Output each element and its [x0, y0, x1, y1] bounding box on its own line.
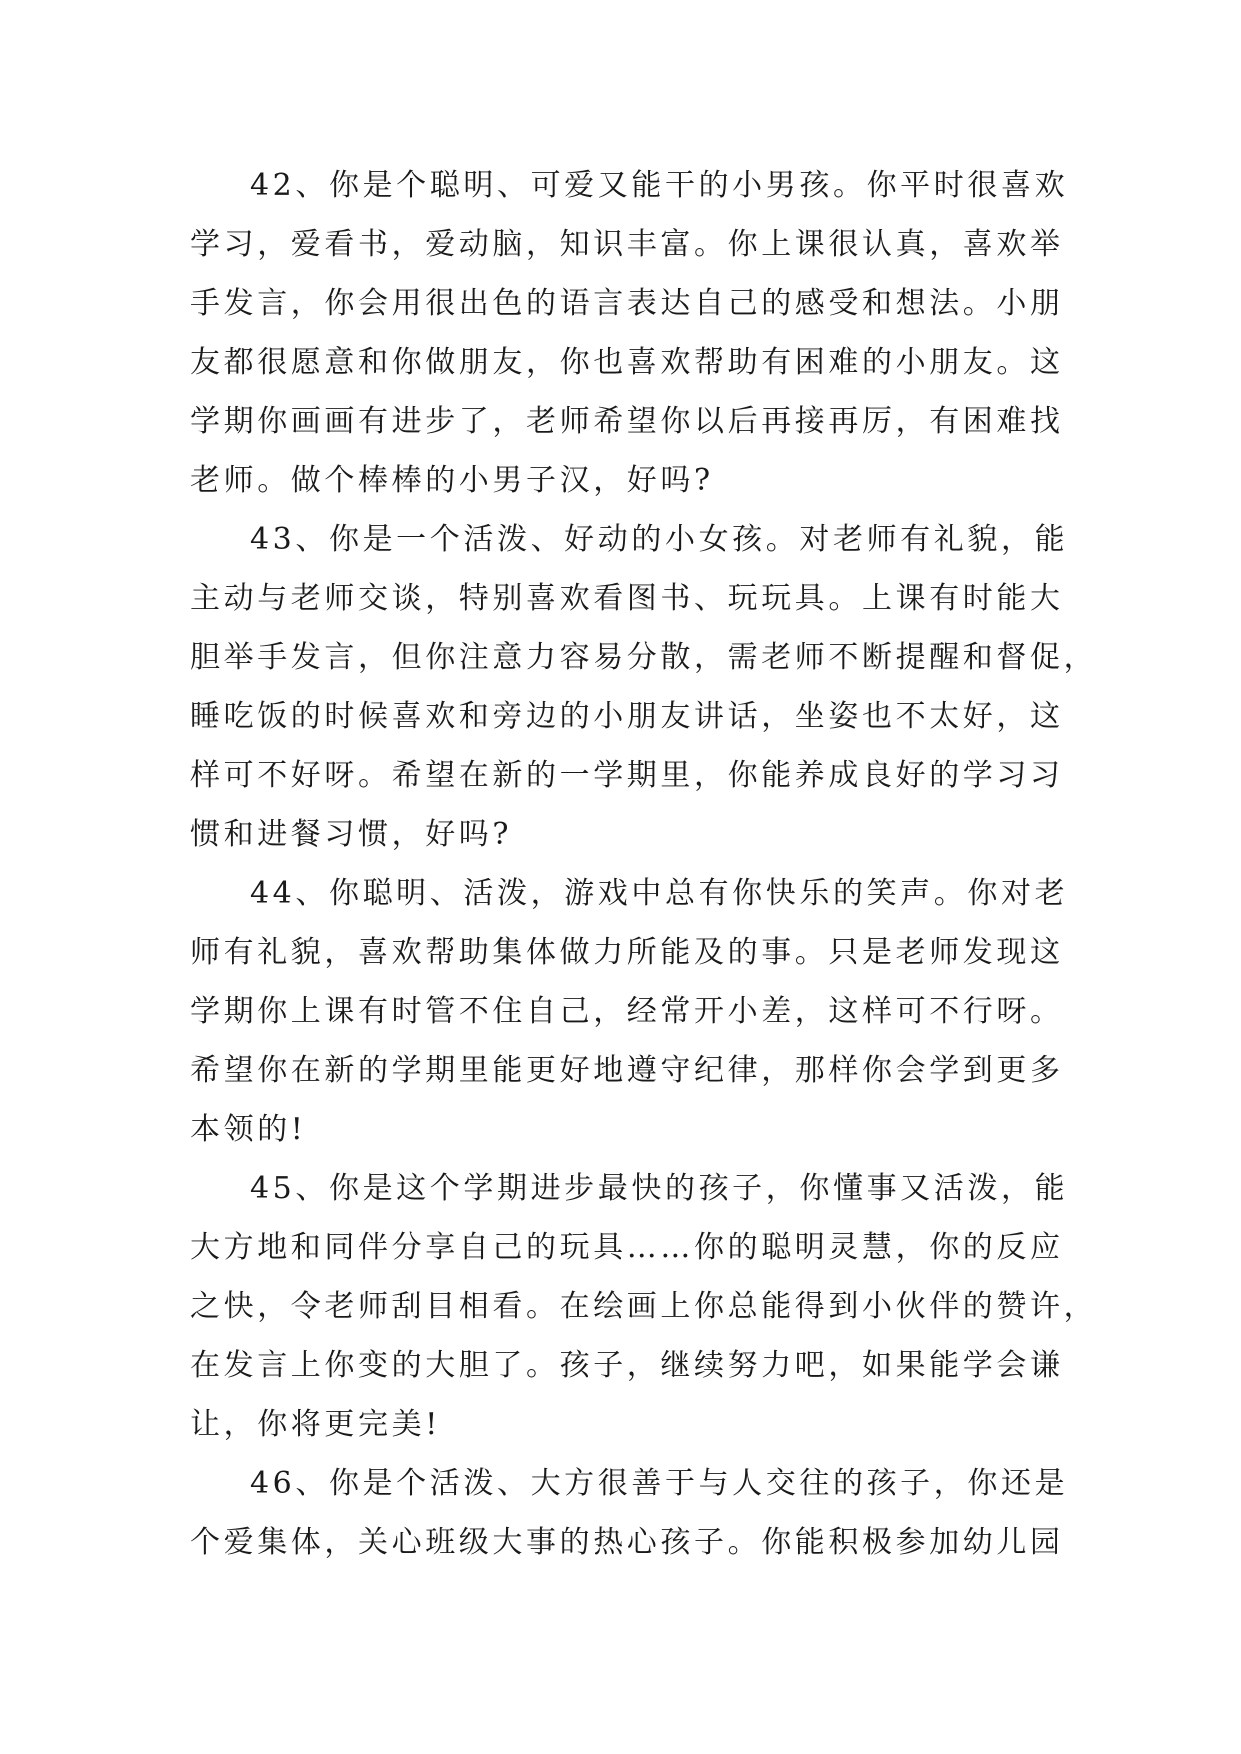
text-line: 学期你上课有时管不住自己，经常开小差，这样可不行呀。: [190, 994, 1064, 1029]
text-line: 让，你将更完美!: [190, 1407, 441, 1442]
text-line: 45、你是这个学期进步最快的孩子，你懂事又活泼，能: [250, 1171, 1069, 1206]
text-line: 42、你是个聪明、可爱又能干的小男孩。你平时很喜欢: [250, 168, 1069, 203]
text-line: 大方地和同伴分享自己的玩具……你的聪明灵慧，你的反应: [190, 1230, 1064, 1265]
paragraph-42: [190, 156, 1069, 510]
text-line: 学习，爱看书，爱动脑，知识丰富。你上课很认真，喜欢举: [190, 227, 1064, 262]
paragraph-45: [190, 1159, 1098, 1454]
text-line: 惯和进餐习惯，好吗?: [190, 817, 513, 852]
text-line: 胆举手发言，但你注意力容易分散，需老师不断提醒和督促，: [190, 640, 1098, 675]
text-line: 43、你是一个活泼、好动的小女孩。对老师有礼貌，能: [250, 522, 1069, 557]
text-line: 学期你画画有进步了，老师希望你以后再接再厉，有困难找: [190, 404, 1064, 439]
text-line: 睡吃饭的时候喜欢和旁边的小朋友讲话，坐姿也不太好，这: [190, 699, 1064, 734]
text-line: 友都很愿意和你做朋友，你也喜欢帮助有困难的小朋友。这: [190, 345, 1064, 380]
text-line: 样可不好呀。希望在新的一学期里，你能养成良好的学习习: [190, 758, 1064, 793]
paragraph-43: [190, 510, 1098, 864]
text-line: 希望你在新的学期里能更好地遵守纪律，那样你会学到更多: [190, 1053, 1064, 1088]
document-body: [190, 156, 1098, 1572]
text-line: 之快，令老师刮目相看。在绘画上你总能得到小伙伴的赞许，: [190, 1289, 1098, 1324]
text-line: 主动与老师交谈，特别喜欢看图书、玩玩具。上课有时能大: [190, 581, 1064, 616]
text-line: 46、你是个活泼、大方很善于与人交往的孩子，你还是: [250, 1466, 1069, 1501]
text-line: 本领的!: [190, 1112, 307, 1147]
text-line: 44、你聪明、活泼，游戏中总有你快乐的笑声。你对老: [250, 876, 1069, 911]
text-line: 师有礼貌，喜欢帮助集体做力所能及的事。只是老师发现这: [190, 935, 1064, 970]
text-line: 个爱集体，关心班级大事的热心孩子。你能积极参加幼儿园: [190, 1525, 1064, 1560]
paragraph-44: [190, 864, 1069, 1159]
paragraph-46: [190, 1454, 1069, 1572]
text-line: 老师。做个棒棒的小男子汉，好吗?: [190, 463, 714, 498]
text-line: 在发言上你变的大胆了。孩子，继续努力吧，如果能学会谦: [190, 1348, 1064, 1383]
text-line: 手发言，你会用很出色的语言表达自己的感受和想法。小朋: [190, 286, 1064, 321]
